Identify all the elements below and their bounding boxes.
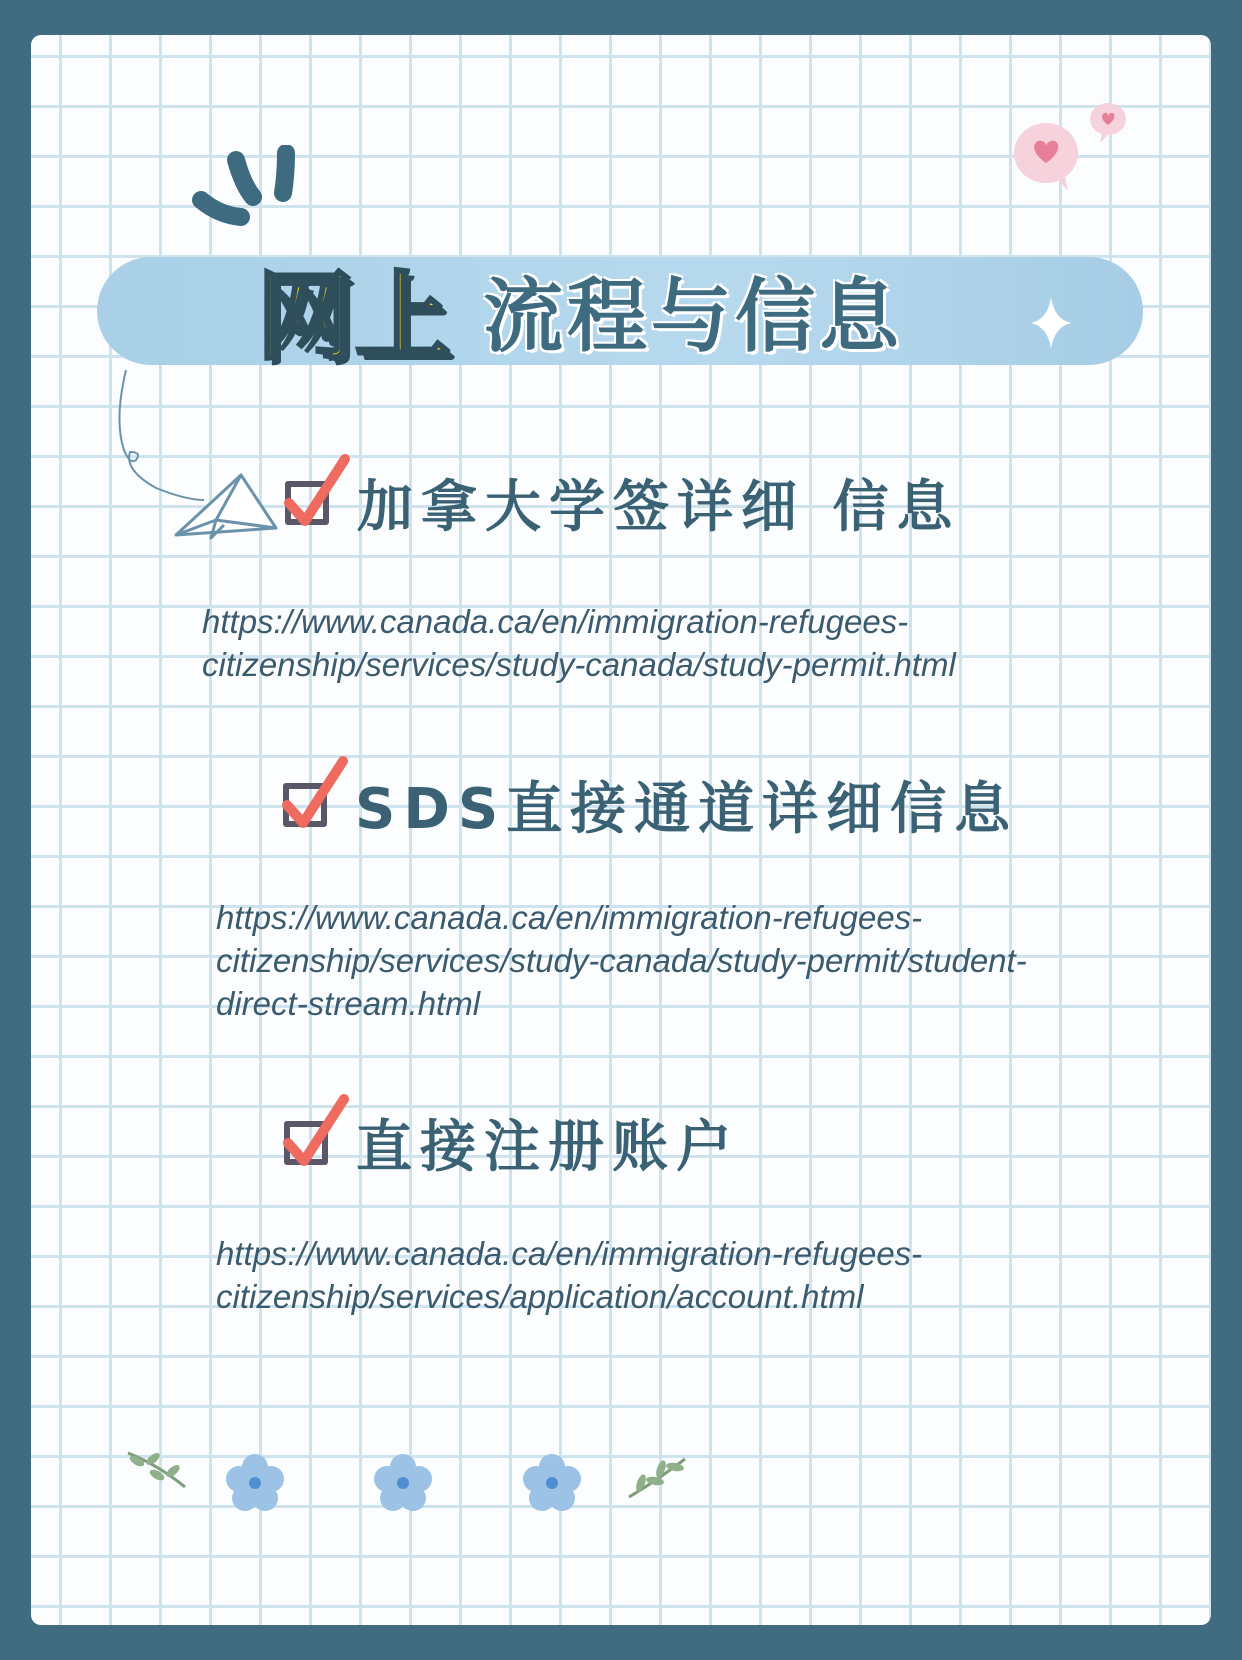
blue-flower-icon <box>373 1453 433 1513</box>
burst-strokes-icon <box>191 145 311 255</box>
title-text: 流程与信息 <box>483 269 903 363</box>
content-card <box>31 35 1211 1625</box>
checked-box-icon <box>284 1121 328 1165</box>
heading-text: 加拿大学签详细 信息 <box>357 475 961 540</box>
section-heading-3 <box>284 1103 740 1183</box>
blue-flower-icon <box>522 1453 582 1513</box>
heart-speech-bubble-icon <box>1006 95 1146 195</box>
heading-text: 直接注册账户 <box>356 1115 740 1180</box>
leaf-sprig-icon <box>621 1453 691 1503</box>
heading-text: SDS直接通道详细信息 <box>355 777 1019 842</box>
section-heading-1 <box>285 463 961 543</box>
leaf-sprig-icon <box>123 1445 193 1495</box>
link-url-3[interactable]: https://www.canada.ca/en/immigration-refugees- citizenship/services/application/account.html <box>216 1235 923 1315</box>
link-url-2[interactable]: https://www.canada.ca/en/immigration-refugees- citizenship/services/study-canada/study-permit/student- direct-stream.html <box>216 899 1027 1022</box>
title-highlight: 网上 <box>257 260 453 373</box>
section-heading-2 <box>283 765 1018 845</box>
page-title <box>257 249 903 373</box>
link-url-1[interactable]: https://www.canada.ca/en/immigration-refugees- citizenship/services/study-canada/study-permit.html <box>202 603 956 683</box>
checked-box-icon <box>283 783 327 827</box>
sparkle-icon <box>1031 297 1071 349</box>
checked-box-icon <box>285 481 329 525</box>
blue-flower-icon <box>225 1453 285 1513</box>
